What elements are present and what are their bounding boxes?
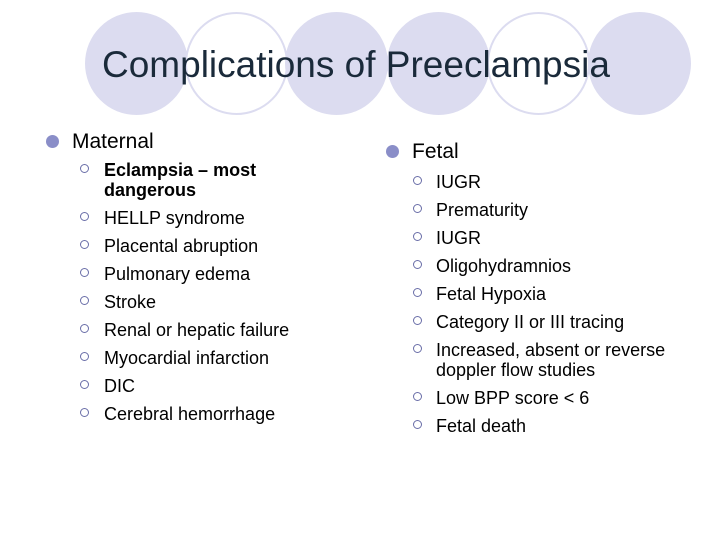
list-item: IUGR — [384, 228, 714, 248]
list-item: Stroke — [44, 292, 344, 312]
ring-bullet-icon — [413, 420, 422, 429]
list-item: DIC — [44, 376, 344, 396]
fetal-list — [384, 172, 714, 436]
maternal-heading: Maternal — [72, 130, 154, 153]
bullet-icon — [386, 145, 399, 158]
ring-bullet-icon — [80, 380, 89, 389]
list-item: Myocardial infarction — [44, 348, 344, 368]
maternal-heading-item — [44, 130, 344, 154]
maternal-column — [44, 130, 344, 432]
list-item: IUGR — [384, 172, 714, 192]
ring-bullet-icon — [413, 288, 422, 297]
ring-bullet-icon — [80, 324, 89, 333]
ring-bullet-icon — [413, 392, 422, 401]
ring-bullet-icon — [80, 240, 89, 249]
ring-bullet-icon — [80, 212, 89, 221]
ring-bullet-icon — [413, 204, 422, 213]
bullet-icon — [46, 135, 59, 148]
fetal-heading: Fetal — [412, 140, 459, 163]
ring-bullet-icon — [413, 176, 422, 185]
ring-bullet-icon — [80, 164, 89, 173]
slide-title: Complications of Preeclampsia — [102, 44, 610, 85]
list-item: Prematurity — [384, 200, 714, 220]
ring-bullet-icon — [80, 408, 89, 417]
fetal-heading-item — [384, 140, 714, 164]
maternal-list — [44, 160, 344, 424]
ring-bullet-icon — [80, 296, 89, 305]
list-item: Fetal death — [384, 416, 714, 436]
ring-bullet-icon — [413, 260, 422, 269]
ring-bullet-icon — [80, 268, 89, 277]
list-item: HELLP syndrome — [44, 208, 344, 228]
ring-bullet-icon — [413, 232, 422, 241]
ring-bullet-icon — [413, 344, 422, 353]
list-item: Fetal Hypoxia — [384, 284, 714, 304]
list-item: Cerebral hemorrhage — [44, 404, 344, 424]
ring-bullet-icon — [413, 316, 422, 325]
ring-bullet-icon — [80, 352, 89, 361]
list-item: Category II or III tracing — [384, 312, 714, 332]
list-item: Pulmonary edema — [44, 264, 344, 284]
list-item: Increased, absent or reverse doppler flow studies — [384, 340, 714, 380]
list-item: Renal or hepatic failure — [44, 320, 344, 340]
fetal-column — [384, 140, 714, 444]
list-item: Oligohydramnios — [384, 256, 714, 276]
list-item: Low BPP score < 6 — [384, 388, 714, 408]
list-item: Eclampsia – most dangerous — [44, 160, 344, 200]
list-item: Placental abruption — [44, 236, 344, 256]
